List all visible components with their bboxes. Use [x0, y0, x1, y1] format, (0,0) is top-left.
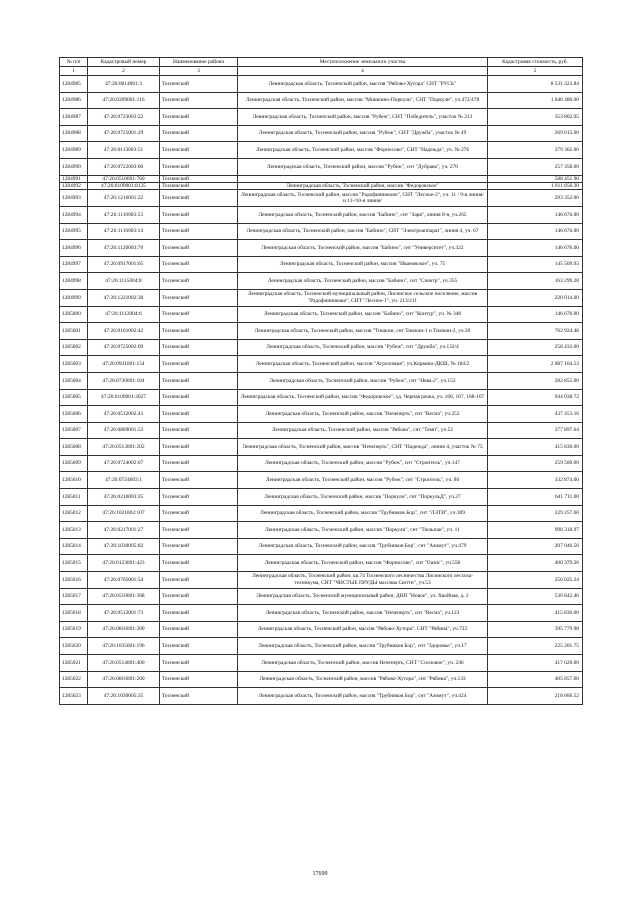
value-cell: 145 509.93	[488, 256, 583, 273]
column-number: 1	[60, 67, 88, 76]
value-cell: 2 087 164.53	[488, 356, 583, 373]
value-cell: 377 897.64	[488, 422, 583, 439]
district-cell: Тосненский	[160, 323, 238, 340]
district-cell: Тосненский	[160, 372, 238, 389]
cadastral-number-cell: 47:26:0705001:54	[88, 572, 160, 589]
value-cell: 641 711.00	[488, 489, 583, 506]
location-cell: Ленинградская область, Тосненский район, массив "Тишкин, снт Тимкин-1 и Тимкин-2, уч.39	[238, 323, 488, 340]
table-row	[60, 489, 583, 506]
table-row	[60, 406, 583, 423]
location-cell: Ленинградская область, Тосненский район, массив "Форносово", СНТ "Надежда", уч. № 276	[238, 142, 488, 159]
cadastral-value-table	[59, 57, 583, 705]
table-row	[60, 175, 583, 182]
district-cell: Тосненский	[160, 555, 238, 572]
value-cell: 530 842.40	[488, 588, 583, 605]
cadastral-number-cell: 47:26:1035001:196	[88, 638, 160, 655]
table-row	[60, 588, 583, 605]
value-cell: 146 676.00	[488, 206, 583, 223]
page-number: 17699	[312, 871, 328, 877]
location-cell: Ленинградская область, Тосненский район, массив "Бабино", снт "Университет", уч.322	[238, 240, 488, 257]
location-cell: Ленинградская область, Тосненский район, массив "Трубников Бор", снт "ЛЭТИ", уч.309	[238, 505, 488, 522]
table-row	[60, 339, 583, 356]
table-row	[60, 125, 583, 142]
row-number-cell: 1284995	[60, 223, 88, 240]
table-row	[60, 621, 583, 638]
value-cell: 437 453.16	[488, 406, 583, 423]
district-cell: Тосненский	[160, 240, 238, 257]
cadastral-number-cell: 47:26:0510001:368	[88, 588, 160, 605]
cadastral-number-cell: 47:26:1120003:70	[88, 240, 160, 257]
district-cell: Тосненский	[160, 125, 238, 142]
value-cell: 146 676.00	[488, 306, 583, 323]
location-cell: Ленинградская область, Тосненский район, массив "Трубников Бор", снт "Здоровье", уч.17	[238, 638, 488, 655]
value-cell: 588 451.90	[488, 175, 583, 182]
district-cell: Тосненский	[160, 273, 238, 290]
header-district-name: Наименование района	[160, 58, 238, 67]
cadastral-number-cell: 47:26:1221002:38	[88, 289, 160, 306]
district-cell: Тосненский	[160, 289, 238, 306]
row-number-cell: 1285015	[60, 555, 88, 572]
district-cell: Тосненский	[160, 306, 238, 323]
district-cell: Тосненский	[160, 638, 238, 655]
row-number-cell: 1285000	[60, 306, 88, 323]
row-number-cell: 1285019	[60, 621, 88, 638]
value-cell: 762 924.48	[488, 323, 583, 340]
location-cell: Ленинградская область, Тосненский район, массив Нечеперть, СНТ "Сосновое", уч. 246	[238, 655, 488, 672]
header-cadastral-value: Кадастровая стоимость, руб.	[488, 58, 583, 67]
district-cell: Тосненский	[160, 223, 238, 240]
row-number-cell: 1284988	[60, 125, 88, 142]
table-row	[60, 273, 583, 290]
district-cell: Тосненский	[160, 422, 238, 439]
district-cell: Тосненский	[160, 92, 238, 109]
district-cell: Тосненский	[160, 671, 238, 688]
value-cell: 258 432.00	[488, 339, 583, 356]
column-number: 5	[488, 67, 583, 76]
table-header-row	[60, 58, 583, 67]
table-row	[60, 109, 583, 126]
table-row	[60, 306, 583, 323]
cadastral-number-cell: 47:26:0724003:1	[88, 472, 160, 489]
district-cell: Тосненский	[160, 175, 238, 182]
district-cell: Тосненский	[160, 142, 238, 159]
table-row	[60, 688, 583, 705]
location-cell: Ленинградская область, Тосненский муниципальный район, Лисинское сельское поселение, массив "Радофинниково", СНТ "Лесное-1", уч. 213/211	[238, 289, 488, 306]
value-cell: 400 379.26	[488, 555, 583, 572]
row-number-cell: 1285010	[60, 472, 88, 489]
district-cell: Тосненский	[160, 538, 238, 555]
value-cell: 415 830.00	[488, 439, 583, 456]
header-row-number: № п/п	[60, 58, 88, 67]
location-cell: Ленинградская область, Тосненский район, массив "Поркули", снт "Тюльпан", уч. 11	[238, 522, 488, 539]
location-cell: Ленинградская область, Тосненский район, массив "Рубеж", СНТ "Победитель", участок № 213	[238, 109, 488, 126]
table-row	[60, 522, 583, 539]
cadastral-number-cell: 47:26:0513001:202	[88, 439, 160, 456]
table-row	[60, 206, 583, 223]
row-number-cell: 1285004	[60, 372, 88, 389]
row-number-cell: 1284998	[60, 273, 88, 290]
value-cell: 257 358.00	[488, 158, 583, 175]
table-row	[60, 223, 583, 240]
table-row	[60, 158, 583, 175]
location-cell: Ленинградская область, Тосненский район, массив "Форносово", снт "Оазис", уч.558	[238, 555, 488, 572]
row-number-cell: 1284989	[60, 142, 88, 159]
row-number-cell: 1285011	[60, 489, 88, 506]
value-cell: 395 779.98	[488, 621, 583, 638]
district-cell: Тосненский	[160, 339, 238, 356]
row-number-cell: 1285020	[60, 638, 88, 655]
cadastral-number-cell: 47:26:0512001:73	[88, 605, 160, 622]
location-cell: Ленинградская область, Тосненский район, массив "Рябово-Хутора", СНТ "Рябина", уч.722	[238, 621, 488, 638]
location-cell: Ленинградская область, Тосненский район, массив "Радофинниково", СНТ "Лесное-2", уч. 11 / 9-я линия/ и 11-/10-я линия/	[238, 190, 488, 207]
cadastral-number-cell: 47:26:0931001:154	[88, 356, 160, 373]
row-number-cell: 1285001	[60, 323, 88, 340]
location-cell: Ленинградская область, Тосненский район, массив "Нечеперть", снт "Весна", уч.252	[238, 406, 488, 423]
district-cell: Тосненский	[160, 621, 238, 638]
row-number-cell: 1285014	[60, 538, 88, 555]
district-cell: Тосненский	[160, 572, 238, 589]
cadastral-number-cell: 47:26:1021002:107	[88, 505, 160, 522]
row-number-cell: 1284993	[60, 190, 88, 207]
value-cell: 282 855.00	[488, 372, 583, 389]
district-cell: Тосненский	[160, 522, 238, 539]
table-row	[60, 472, 583, 489]
header-cadastral-number: Кадастровый номер	[88, 58, 160, 67]
value-cell: 1 011 856.30	[488, 182, 583, 189]
cadastral-number-cell: 47:26:1110003:53	[88, 206, 160, 223]
row-number-cell: 1284997	[60, 256, 88, 273]
cadastral-number-cell: 47:26:0109001:8135	[88, 182, 160, 189]
table-row	[60, 356, 583, 373]
district-cell: Тосненский	[160, 356, 238, 373]
table-body	[60, 76, 583, 705]
value-cell: 417 620.00	[488, 655, 583, 672]
location-cell: Ленинградская область, Тосненский район, массив "Бабино", снт "Спектр", уч.355	[238, 273, 488, 290]
cadastral-number-cell: 47:26:1030005:35	[88, 688, 160, 705]
row-number-cell: 1284991	[60, 175, 88, 182]
row-number-cell: 1285023	[60, 688, 88, 705]
value-cell: 207 046.56	[488, 538, 583, 555]
row-number-cell: 1284990	[60, 158, 88, 175]
value-cell: 163 299.28	[488, 273, 583, 290]
location-cell	[238, 175, 488, 182]
table-row	[60, 256, 583, 273]
table-row	[60, 76, 583, 93]
district-cell: Тосненский	[160, 688, 238, 705]
district-cell: Тосненский	[160, 489, 238, 506]
location-cell: Ленинградская область, Тосненский район, массив "Ивановское", уч. 75	[238, 256, 488, 273]
cadastral-number-cell: 47:26:1115004:8	[88, 273, 160, 290]
value-cell: 415 830.00	[488, 605, 583, 622]
value-cell: 259 500.00	[488, 455, 583, 472]
row-number-cell: 1285003	[60, 356, 88, 373]
cadastral-number-cell: 47:26:0917001:65	[88, 256, 160, 273]
cadastral-number-cell: 47:26:0723003:22	[88, 109, 160, 126]
location-cell: Ленинградская область, Тосненский район, массив "Рябово-Хутора", снт "Рябина", уч.133	[238, 671, 488, 688]
location-cell: Ленинградская область, Тосненский район, массив "Нечеперть", снт "Весна", уч.123	[238, 605, 488, 622]
cadastral-number-cell: 47:26:0217001:27	[88, 522, 160, 539]
location-cell: Ленинградская область, Тосненский район, массив "Бабино", СНТ "Электроаппарат", линия 4, уч. 67	[238, 223, 488, 240]
location-cell: Ленинградская область, Тосненский район, массив "Рябово", снт "Темп", уч.52	[238, 422, 488, 439]
table-row	[60, 190, 583, 207]
row-number-cell: 1285013	[60, 522, 88, 539]
table-row	[60, 455, 583, 472]
table-row	[60, 182, 583, 189]
location-cell: Ленинградская область, Тосненский район, массив "Бабино", снт "Заря", линия 8-я, уч.265	[238, 206, 488, 223]
location-cell: Ленинградская область, Тосненский район, массив "Рубеж", снт "Нева-2", уч.152	[238, 372, 488, 389]
cadastral-number-cell: 47:26:0816001:200	[88, 671, 160, 688]
cadastral-number-cell: 47:26:1030005:82	[88, 538, 160, 555]
cadastral-number-cell: 47:26:0814001:3	[88, 76, 160, 93]
location-cell: Ленинградская область, Тосненский район, массив "Рубеж", СНТ "Дружба", участок № 49	[238, 125, 488, 142]
column-number: 3	[160, 67, 238, 76]
table-row	[60, 389, 583, 406]
table-row	[60, 439, 583, 456]
cadastral-number-cell: 47:26:0109001:3027	[88, 389, 160, 406]
table-row	[60, 240, 583, 257]
row-number-cell: 1284985	[60, 76, 88, 93]
location-cell: Ленинградская область, Тосненский район, массив "Трубников Бор", снт "Азимут", уч.424	[238, 688, 488, 705]
location-cell: Ленинградская область, Тосненский район, массив "Рубеж", снт "Строитель", уч.147	[238, 455, 488, 472]
table-row	[60, 655, 583, 672]
cadastral-number-cell: 47:26:0113003:51	[88, 142, 160, 159]
cadastral-number-cell: 47:26:0809001:53	[88, 422, 160, 439]
value-cell: 218 666.52	[488, 688, 583, 705]
table-row	[60, 572, 583, 589]
location-cell: Ленинградская область, Тосненский район, массив "Поркули", снт "ПоркульД", уч.27	[238, 489, 488, 506]
location-cell: Ленинградская область, Тосненский район, массив "Рубеж", снт "Дружба", уч.132/4	[238, 339, 488, 356]
district-cell: Тосненский	[160, 655, 238, 672]
cadastral-number-cell: 47:26:0510001:760	[88, 175, 160, 182]
row-number-cell: 1285021	[60, 655, 88, 672]
district-cell: Тосненский	[160, 605, 238, 622]
value-cell: 146 676.00	[488, 223, 583, 240]
district-cell: Тосненский	[160, 588, 238, 605]
column-number: 2	[88, 67, 160, 76]
location-cell: Ленинградская область, Тосненский муниципальный район, ДНП "Новое", ул. Хвойная, д. 2	[238, 588, 488, 605]
location-cell: Ленинградская область, Тосненский район, массив "Трубников Бор", снт "Азимут", уч.479	[238, 538, 488, 555]
district-cell: Тосненский	[160, 109, 238, 126]
cadastral-number-cell: 47:26:1112004:6	[88, 306, 160, 323]
cadastral-number-cell: 47:26:1216001:22	[88, 190, 160, 207]
cadastral-number-cell: 47:26:1116003:14	[88, 223, 160, 240]
district-cell: Тосненский	[160, 182, 238, 189]
district-cell: Тосненский	[160, 439, 238, 456]
value-cell: 353 802.95	[488, 109, 583, 126]
row-number-cell: 1285018	[60, 605, 88, 622]
value-cell: 146 676.00	[488, 240, 583, 257]
location-cell: Ленинградская область, Тосненский район, кв.74 Тосненского лесничества Лисинского лесхоза-техникума, СНТ "ЧИСТЫЕ ПРУДЫ массива Сютти", уч.53	[238, 572, 488, 589]
cadastral-number-cell: 47:26:0210003:35	[88, 489, 160, 506]
row-number-cell: 1284999	[60, 289, 88, 306]
row-number-cell: 1285006	[60, 406, 88, 423]
table-row	[60, 671, 583, 688]
row-number-cell: 1285022	[60, 671, 88, 688]
row-number-cell: 1285002	[60, 339, 88, 356]
table-row	[60, 372, 583, 389]
location-cell: Ленинградская область, Тосненский район, массив "Агрохимия", уч.Корвино-ДКШ, № 184/2	[238, 356, 488, 373]
district-cell: Тосненский	[160, 472, 238, 489]
district-cell: Тосненский	[160, 256, 238, 273]
row-number-cell: 1284996	[60, 240, 88, 257]
location-cell: Ленинградская область, Тосненский район, массив "Рубеж", снт "Дубрава", уч. 270	[238, 158, 488, 175]
district-cell: Тосненский	[160, 505, 238, 522]
value-cell: 269 015.00	[488, 125, 583, 142]
district-cell: Тосненский	[160, 406, 238, 423]
value-cell: 293 352.00	[488, 190, 583, 207]
value-cell: 379 362.00	[488, 142, 583, 159]
cadastral-number-cell: 47:26:0722003:60	[88, 158, 160, 175]
row-number-cell: 1285007	[60, 422, 88, 439]
table-row	[60, 555, 583, 572]
district-cell: Тосненский	[160, 206, 238, 223]
table-row	[60, 538, 583, 555]
cadastral-number-cell: 47:26:0816001:300	[88, 621, 160, 638]
row-number-cell: 1284986	[60, 92, 88, 109]
cadastral-number-cell: 47:26:0101002:42	[88, 323, 160, 340]
row-number-cell: 1285012	[60, 505, 88, 522]
row-number-cell: 1285017	[60, 588, 88, 605]
table-row	[60, 422, 583, 439]
header-location: Местоположение земельного участка	[238, 58, 488, 67]
row-number-cell: 1284994	[60, 206, 88, 223]
row-number-cell: 1285005	[60, 389, 88, 406]
table-row	[60, 142, 583, 159]
table-row	[60, 638, 583, 655]
location-cell: Ленинградская область, Тосненский район, массив "Рубеж", снт "Строитель", уч. 80	[238, 472, 488, 489]
value-cell: 220 014.00	[488, 289, 583, 306]
row-number-cell: 1285009	[60, 455, 88, 472]
cadastral-number-cell: 47:26:0725001:29	[88, 125, 160, 142]
row-number-cell: 1284992	[60, 182, 88, 189]
location-cell: Ленинградская область, Тосненский район, массив "Федоровское", уд. Черная речка, уч. 166, 167, 168-167	[238, 389, 488, 406]
table-row	[60, 289, 583, 306]
value-cell: 256 025.24	[488, 572, 583, 589]
cadastral-number-cell: 47:26:0209001:116	[88, 92, 160, 109]
row-number-cell: 1285016	[60, 572, 88, 589]
value-cell: 8 531 323.84	[488, 76, 583, 93]
location-cell: Ленинградская область, Тосненский район, массив "Мишкино-Поркули", СНТ "Поркули", уч.472/478	[238, 92, 488, 109]
district-cell: Тосненский	[160, 190, 238, 207]
location-cell: Ленинградская область, Тосненский район, массив "Федоровское"	[238, 182, 488, 189]
value-cell: 944 038.72	[488, 389, 583, 406]
column-number-row	[60, 67, 583, 76]
table-row	[60, 323, 583, 340]
location-cell: Ленинградская область, Тосненский район, массив "Нечеперть", СНТ "Надежда", линия 4, участок № 75	[238, 439, 488, 456]
district-cell: Тосненский	[160, 455, 238, 472]
table-row	[60, 505, 583, 522]
value-cell: 332 874.00	[488, 472, 583, 489]
column-number: 4	[238, 67, 488, 76]
table-row	[60, 92, 583, 109]
value-cell: 1 648 480.00	[488, 92, 583, 109]
row-number-cell: 1285008	[60, 439, 88, 456]
cadastral-number-cell: 47:26:0725002:69	[88, 339, 160, 356]
value-cell: 405 857.60	[488, 671, 583, 688]
value-cell: 225 201.75	[488, 638, 583, 655]
cadastral-number-cell: 47:26:0514001:400	[88, 655, 160, 672]
district-cell: Тосненский	[160, 389, 238, 406]
table-row	[60, 605, 583, 622]
location-cell: Ленинградская область, Тосненский район, массив "Рябово-Хутора" СНТ "РУСЬ"	[238, 76, 488, 93]
row-number-cell: 1284987	[60, 109, 88, 126]
value-cell: 229 257.60	[488, 505, 583, 522]
value-cell: 998 318.97	[488, 522, 583, 539]
cadastral-number-cell: 47:26:0730001:104	[88, 372, 160, 389]
district-cell: Тосненский	[160, 158, 238, 175]
district-cell: Тосненский	[160, 76, 238, 93]
cadastral-number-cell: 47:26:0724002:67	[88, 455, 160, 472]
location-cell: Ленинградская область, Тосненский район, массив "Бабино", снт "Контур", уч. № 348	[238, 306, 488, 323]
cadastral-number-cell: 47:26:0123001:423	[88, 555, 160, 572]
cadastral-number-cell: 47:26:0512002:43	[88, 406, 160, 423]
